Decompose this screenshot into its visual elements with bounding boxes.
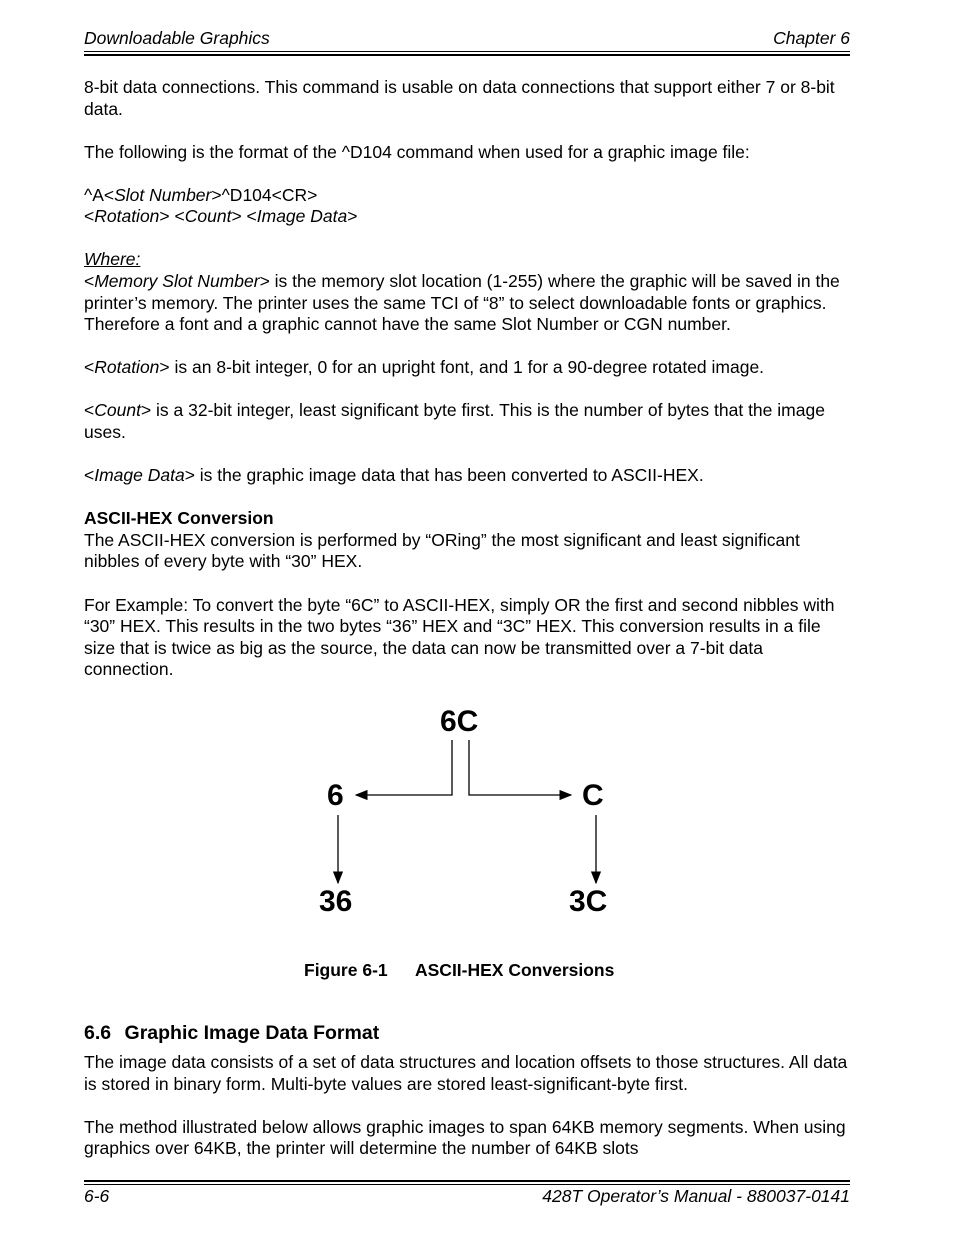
section-paragraph-1: The image data consists of a set of data structures and location offsets to those structures. All data is stored in binary form. Multi-byte values are stored least-significant-byte first.	[84, 1052, 848, 1094]
ascii-hex-diagram	[300, 705, 700, 930]
figure-result-36: 36	[319, 885, 353, 918]
section-paragraph-2: The method illustrated below allows graphic images to span 64KB memory segments. When using graphics over 64KB, the printer will determine the number of 64KB slots	[84, 1116, 846, 1159]
manual-title: 428T Operator’s Manual - 880037-0141	[542, 1186, 850, 1206]
figure-nibble-c: C	[582, 779, 604, 812]
figure-number: Figure 6-1	[304, 960, 388, 980]
format-text: <	[84, 206, 95, 227]
command-format	[84, 185, 854, 228]
format-text: >	[347, 206, 358, 227]
footer-rule	[84, 1184, 850, 1185]
example-paragraph: For Example: To convert the byte “6C” to ASCII-HEX, simply OR the first and second nibbles with “30” HEX. This results in the two bytes “36” HEX and “3C” HEX. This conversion results in a file size that is twice as big as the source, the data can now be transmitted over a 7-bit data connection.	[84, 594, 835, 680]
figure-byte-6c: 6C	[440, 705, 479, 738]
def-count: <Count> is a 32-bit integer, least significant byte first. This is the number of bytes that the image uses.	[84, 400, 825, 443]
arrow-to-6	[356, 740, 452, 795]
header-rule	[84, 51, 850, 52]
format-text: ^A<	[84, 184, 115, 205]
figure-result-3c: 3C	[569, 885, 608, 918]
def-rotation: <Rotation> is an 8-bit integer, 0 for an upright font, and 1 for a 90-degree rotated image.	[84, 357, 765, 378]
diagram-arrows	[300, 705, 700, 930]
format-text: >^D104<CR>	[211, 184, 318, 205]
def-text: > is an 8-bit integer, 0 for an upright font, and 1 for a 90-degree rotated image.	[159, 357, 765, 378]
footer-rule-thick	[84, 1180, 850, 1182]
ascii-heading: ASCII-HEX Conversion	[84, 508, 274, 529]
ascii-paragraph: The ASCII-HEX conversion is performed by “ORing” the most significant and least significant nibbles of every byte with “30” HEX.	[84, 529, 800, 572]
where-label	[84, 249, 854, 271]
section-title: Graphic Image Data Format	[124, 1022, 380, 1044]
section-text	[84, 1052, 854, 1181]
section-number: 6.6	[84, 1022, 112, 1044]
main-text	[84, 77, 854, 702]
format-count-term: Count	[184, 206, 232, 227]
def-term: Rotation	[94, 357, 160, 378]
figure-title: ASCII-HEX Conversions	[415, 960, 615, 980]
def-term: Count	[94, 400, 141, 421]
where-text: Where:	[84, 249, 141, 270]
def-memory-slot: <Memory Slot Number> is the memory slot location (1-255) where the graphic will be saved in the printer’s memory. The printer uses the same TCI of “8” to select downloadable fonts or graphics. Therefore a font and a graphic cannot have the same Slot Number or CGN number.	[84, 271, 840, 335]
header-rule-thick	[84, 54, 850, 56]
def-text: > is the memory slot location (1-255) where the graphic will be saved in the printer’s memory. The printer uses the same TCI of “8” to select downloadable fonts or graphics. Therefore a font and a graphic cannot have the same Slot Number or CGN number.	[84, 271, 840, 335]
section-heading	[84, 1022, 379, 1045]
format-image-term: Image Data	[256, 206, 348, 227]
format-text: > <	[231, 206, 257, 227]
figure-nibble-6: 6	[327, 779, 344, 812]
paragraph-intro: 8-bit data connections. This command is usable on data connections that support either 7 or 8-bit data.	[84, 77, 835, 119]
header-title: Downloadable Graphics	[84, 28, 270, 48]
page-number: 6-6	[84, 1186, 110, 1206]
format-text: > <	[159, 206, 185, 227]
def-term: Memory Slot Number	[94, 271, 260, 292]
def-text: > is a 32-bit integer, least significant byte first. This is the number of bytes that the image uses.	[84, 400, 825, 443]
arrow-to-c	[469, 740, 571, 795]
format-rotation-term: Rotation	[94, 206, 160, 227]
def-text: > is the graphic image data that has been converted to ASCII-HEX.	[184, 465, 704, 486]
paragraph-format-intro: The following is the format of the ^D104 command when used for a graphic image file:	[84, 141, 750, 162]
def-image-data: <Image Data> is the graphic image data that has been converted to ASCII-HEX.	[84, 465, 704, 486]
def-term: Image Data	[94, 465, 185, 486]
format-slot-term: Slot Number	[114, 184, 212, 205]
header-chapter: Chapter 6	[773, 28, 850, 48]
